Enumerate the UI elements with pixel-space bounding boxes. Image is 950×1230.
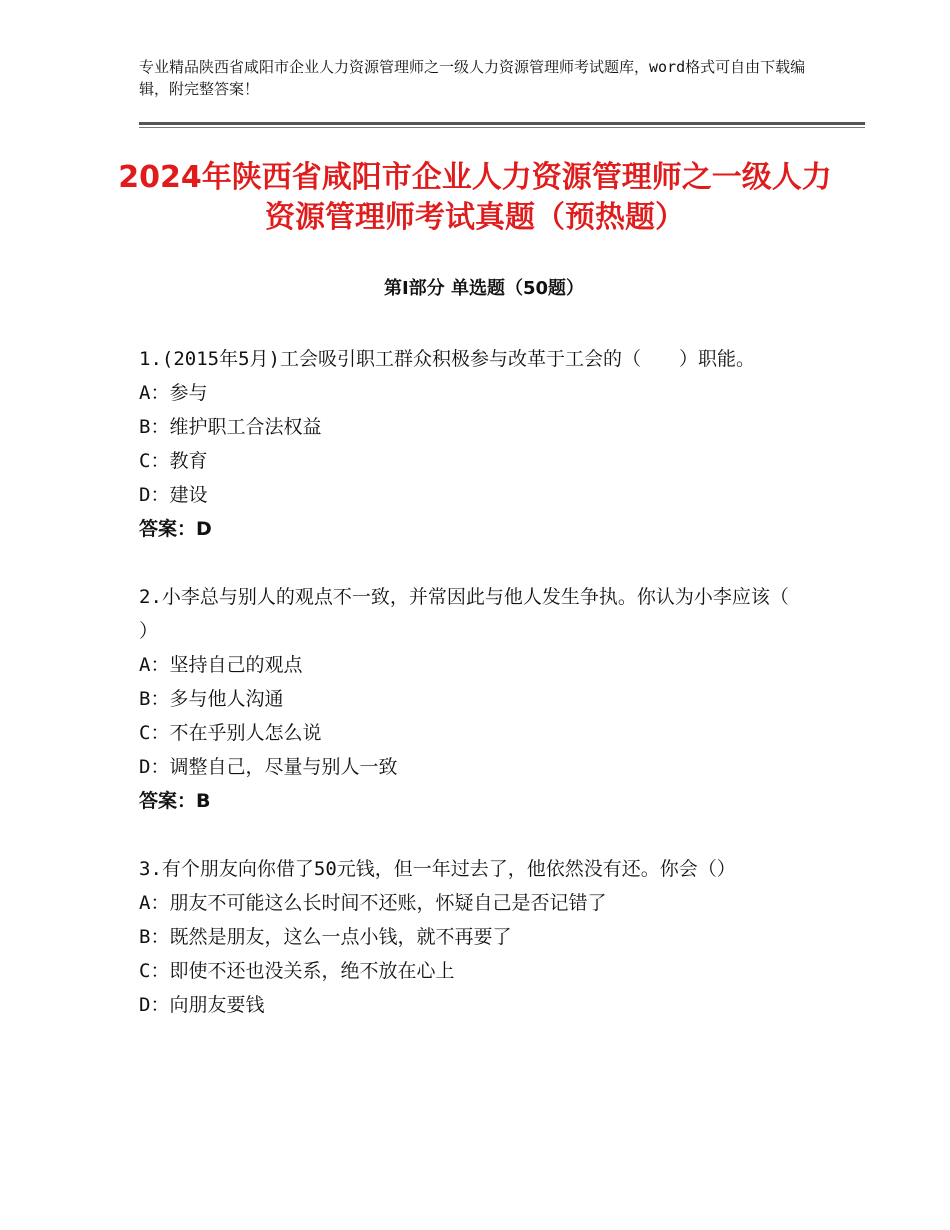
- option-c: C：不在乎别人怎么说: [139, 722, 322, 744]
- option-c: C：即使不还也没关系，绝不放在心上: [139, 960, 455, 982]
- option-d: D：建设: [139, 484, 208, 506]
- header-rule-thick: [139, 122, 865, 125]
- option-a: A：参与: [139, 382, 208, 404]
- header-rule-thin: [139, 127, 865, 128]
- document-title: 2024年陕西省咸阳市企业人力资源管理师之一级人力资源管理师考试真题（预热题）: [118, 160, 832, 235]
- question-stem: 1.(2015年5月)工会吸引职工群众积极参与改革于工会的（ ）职能。: [139, 348, 755, 370]
- answer: 答案：D: [139, 518, 212, 540]
- option-b: B：维护职工合法权益: [139, 416, 322, 438]
- question-1: [139, 342, 805, 546]
- question-stem: 2.小李总与别人的观点不一致，并常因此与他人发生争执。你认为小李应该（ ）: [139, 586, 789, 642]
- question-3: [139, 852, 805, 1022]
- option-d: D：向朋友要钱: [139, 994, 265, 1016]
- option-c: C：教育: [139, 450, 208, 472]
- question-2: [139, 580, 805, 818]
- option-a: A：朋友不可能这么长时间不还账，怀疑自己是否记错了: [139, 892, 607, 914]
- question-stem: 3.有个朋友向你借了50元钱，但一年过去了，他依然没有还。你会（）: [139, 858, 736, 880]
- option-a: A：坚持自己的观点: [139, 654, 303, 676]
- header-note: 专业精品陕西省咸阳市企业人力资源管理师之一级人力资源管理师考试题库，word格式可自由下载编辑，附完整答案！: [139, 58, 806, 98]
- option-b: B：既然是朋友，这么一点小钱，就不再要了: [139, 926, 512, 948]
- question-list: [139, 342, 805, 1056]
- option-b: B：多与他人沟通: [139, 688, 284, 710]
- option-d: D：调整自己，尽量与别人一致: [139, 756, 398, 778]
- answer: 答案：B: [139, 790, 211, 812]
- section-title: 第Ⅰ部分 单选题（50题）: [383, 278, 584, 299]
